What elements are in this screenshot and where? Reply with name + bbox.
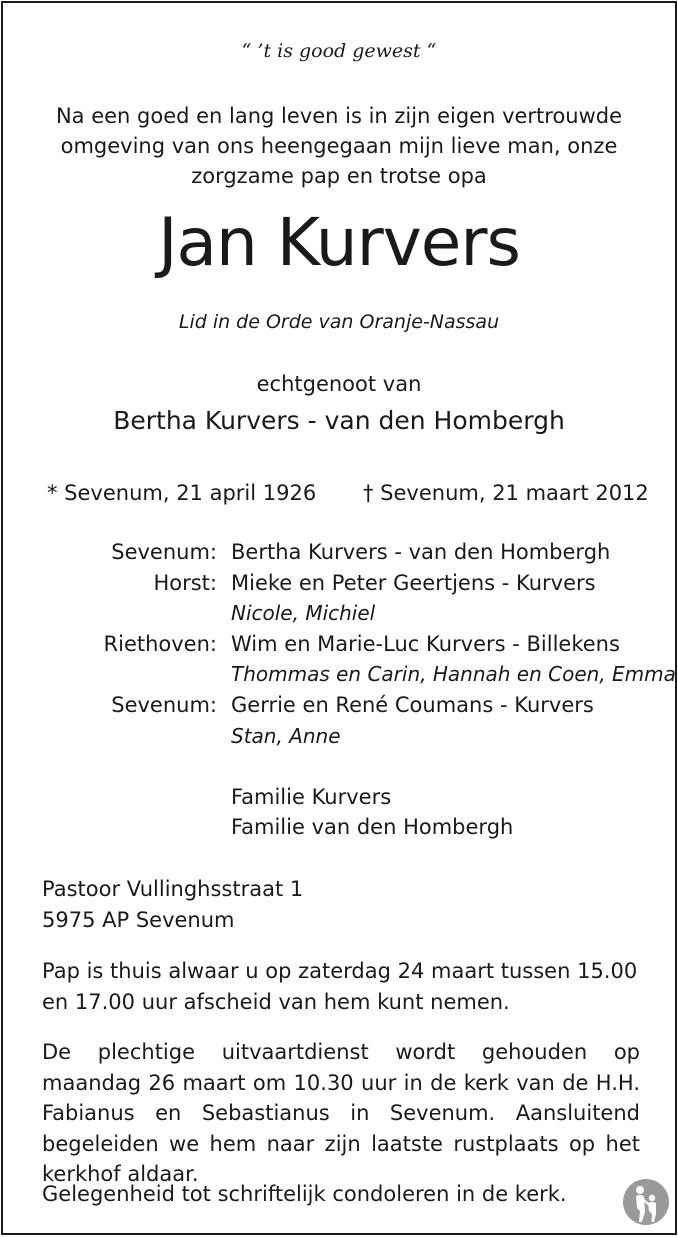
family-row	[3, 785, 675, 816]
family-place: Sevenum:	[111, 540, 217, 564]
birth-date: * Sevenum, 21 april 1926	[47, 481, 317, 505]
motto: “ ’t is good gewest “	[241, 40, 437, 62]
obituary-card	[1, 1, 677, 1235]
family-names: Wim en Marie-Luc Kurvers - Billekens	[231, 631, 620, 656]
family-row	[3, 601, 675, 632]
family-row	[3, 662, 675, 693]
family-row	[3, 815, 675, 846]
death-date: † Sevenum, 21 maart 2012	[363, 481, 649, 505]
family-row	[3, 724, 675, 755]
extended-family: Familie Kurvers	[231, 784, 392, 809]
intro-text	[3, 101, 675, 191]
family-names: Gerrie en René Coumans - Kurvers	[231, 692, 594, 717]
intro-line: Na een goed en lang leven is in zijn eigen vertrouwde	[55, 104, 623, 128]
family-row	[3, 693, 675, 724]
intro-line: zorgzame pap en trotse opa	[191, 164, 487, 188]
honor-text: Lid in de Orde van Oranje-Nassau	[178, 311, 500, 333]
grandchildren-names: Nicole, Michiel	[231, 601, 376, 626]
spacer	[3, 754, 675, 785]
deceased-name: Jan Kurvers	[158, 204, 520, 281]
condolence-paragraph: Gelegenheid tot schriftelijk condoleren in de kerk.	[42, 1182, 567, 1206]
family-names: Mieke en Peter Geertjens - Kurvers	[231, 570, 596, 595]
family-place: Sevenum:	[111, 692, 217, 717]
address-street: Pastoor Vullinghsstraat 1	[42, 877, 304, 901]
family-place: Horst:	[153, 570, 217, 595]
extended-family: Familie van den Hombergh	[231, 815, 514, 840]
family-names: Bertha Kurvers - van den Hombergh	[231, 540, 611, 564]
spouse-name: Bertha Kurvers - van den Hombergh	[113, 406, 565, 435]
intro-line: omgeving van ons heengegaan mijn lieve man, onze	[60, 134, 618, 158]
grandchildren-names: Thommas en Carin, Hannah en Coen, Emma	[231, 662, 676, 687]
family-row	[3, 632, 675, 663]
family-place: Riethoven:	[103, 631, 217, 656]
family-list	[3, 540, 675, 846]
service-paragraph: De plechtige uitvaartdienst wordt gehouden op maandag 26 maart om 10.30 uur in de kerk van de H.H. Fabianus en Sebastianus in Sevenum. Aansluitend begeleiden we hem naar zijn laatste rustplaats op het kerkhof aldaar.	[42, 1040, 640, 1186]
family-figures-icon	[622, 1178, 670, 1226]
address	[42, 874, 640, 935]
spouse-label: echtgenoot van	[256, 372, 422, 396]
family-row	[3, 571, 675, 602]
address-city: 5975 AP Sevenum	[42, 907, 235, 932]
family-row	[3, 540, 675, 571]
viewing-paragraph: Pap is thuis alwaar u op zaterdag 24 maart tussen 15.00 en 17.00 uur afscheid van hem kunt nemen.	[42, 959, 638, 1014]
grandchildren-names: Stan, Anne	[231, 723, 341, 748]
